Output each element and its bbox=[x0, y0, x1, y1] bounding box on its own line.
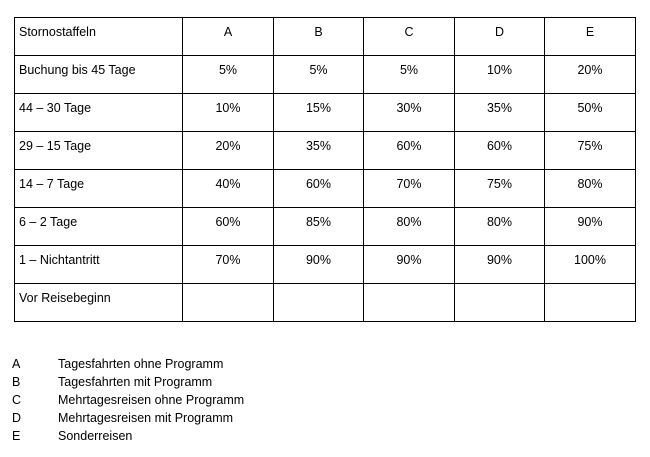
table-cell: 70% bbox=[183, 246, 274, 284]
table-cell: 85% bbox=[274, 208, 364, 246]
table-cell: 60% bbox=[274, 170, 364, 208]
table-cell-empty bbox=[455, 284, 545, 322]
table-cell: 20% bbox=[183, 132, 274, 170]
row-label: Vor Reisebeginn bbox=[15, 284, 183, 322]
row-label: Buchung bis 45 Tage bbox=[15, 56, 183, 94]
table-row bbox=[15, 170, 636, 208]
legend bbox=[12, 355, 244, 445]
table-cell-empty bbox=[545, 284, 636, 322]
table-row bbox=[15, 284, 636, 322]
header-cell-stornostaffeln: Stornostaffeln bbox=[15, 18, 183, 56]
table-cell: 5% bbox=[274, 56, 364, 94]
header-cell-e: E bbox=[545, 18, 636, 56]
table-cell: 30% bbox=[364, 94, 455, 132]
legend-text: Tagesfahrten ohne Programm bbox=[58, 357, 224, 371]
table-row bbox=[15, 132, 636, 170]
legend-item bbox=[12, 409, 244, 427]
table-cell: 75% bbox=[455, 170, 545, 208]
table-cell: 80% bbox=[455, 208, 545, 246]
storno-table bbox=[14, 17, 636, 322]
table-cell: 20% bbox=[545, 56, 636, 94]
table-cell: 10% bbox=[455, 56, 545, 94]
table-cell: 15% bbox=[274, 94, 364, 132]
legend-text: Mehrtagesreisen ohne Programm bbox=[58, 393, 245, 407]
legend-key: D bbox=[12, 411, 22, 425]
legend-key: A bbox=[12, 357, 21, 371]
table-cell: 5% bbox=[183, 56, 274, 94]
table-cell: 70% bbox=[364, 170, 455, 208]
table-cell: 100% bbox=[545, 246, 636, 284]
legend-item bbox=[12, 391, 244, 409]
table-cell-empty bbox=[274, 284, 364, 322]
row-label: 44 – 30 Tage bbox=[15, 94, 183, 132]
table-cell: 35% bbox=[455, 94, 545, 132]
table-row bbox=[15, 246, 636, 284]
header-cell-d: D bbox=[455, 18, 545, 56]
table-cell: 80% bbox=[364, 208, 455, 246]
table-cell: 35% bbox=[274, 132, 364, 170]
table-cell: 50% bbox=[545, 94, 636, 132]
table-row bbox=[15, 208, 636, 246]
legend-item bbox=[12, 427, 244, 445]
table-cell: 75% bbox=[545, 132, 636, 170]
table-cell: 80% bbox=[545, 170, 636, 208]
header-cell-b: B bbox=[274, 18, 364, 56]
legend-text: Mehrtagesreisen mit Programm bbox=[58, 411, 234, 425]
table-cell: 60% bbox=[455, 132, 545, 170]
table-cell: 40% bbox=[183, 170, 274, 208]
legend-item bbox=[12, 373, 244, 391]
table-cell-empty bbox=[183, 284, 274, 322]
table-cell: 90% bbox=[545, 208, 636, 246]
table-cell: 90% bbox=[364, 246, 455, 284]
header-cell-c: C bbox=[364, 18, 455, 56]
table-row bbox=[15, 56, 636, 94]
header-cell-a: A bbox=[183, 18, 274, 56]
legend-item bbox=[12, 355, 244, 373]
legend-key: E bbox=[12, 429, 21, 443]
legend-key: B bbox=[12, 375, 21, 389]
legend-text: Sonderreisen bbox=[58, 429, 133, 443]
table-header-row bbox=[15, 18, 636, 56]
table-cell: 5% bbox=[364, 56, 455, 94]
table-cell: 90% bbox=[274, 246, 364, 284]
row-label: 6 – 2 Tage bbox=[15, 208, 183, 246]
row-label: 1 – Nichtantritt bbox=[15, 246, 183, 284]
table-cell: 10% bbox=[183, 94, 274, 132]
table-cell: 60% bbox=[183, 208, 274, 246]
row-label: 29 – 15 Tage bbox=[15, 132, 183, 170]
table-row bbox=[15, 94, 636, 132]
legend-key: C bbox=[12, 393, 22, 407]
table-cell: 60% bbox=[364, 132, 455, 170]
legend-text: Tagesfahrten mit Programm bbox=[58, 375, 213, 389]
table-cell-empty bbox=[364, 284, 455, 322]
row-label: 14 – 7 Tage bbox=[15, 170, 183, 208]
table-cell: 90% bbox=[455, 246, 545, 284]
